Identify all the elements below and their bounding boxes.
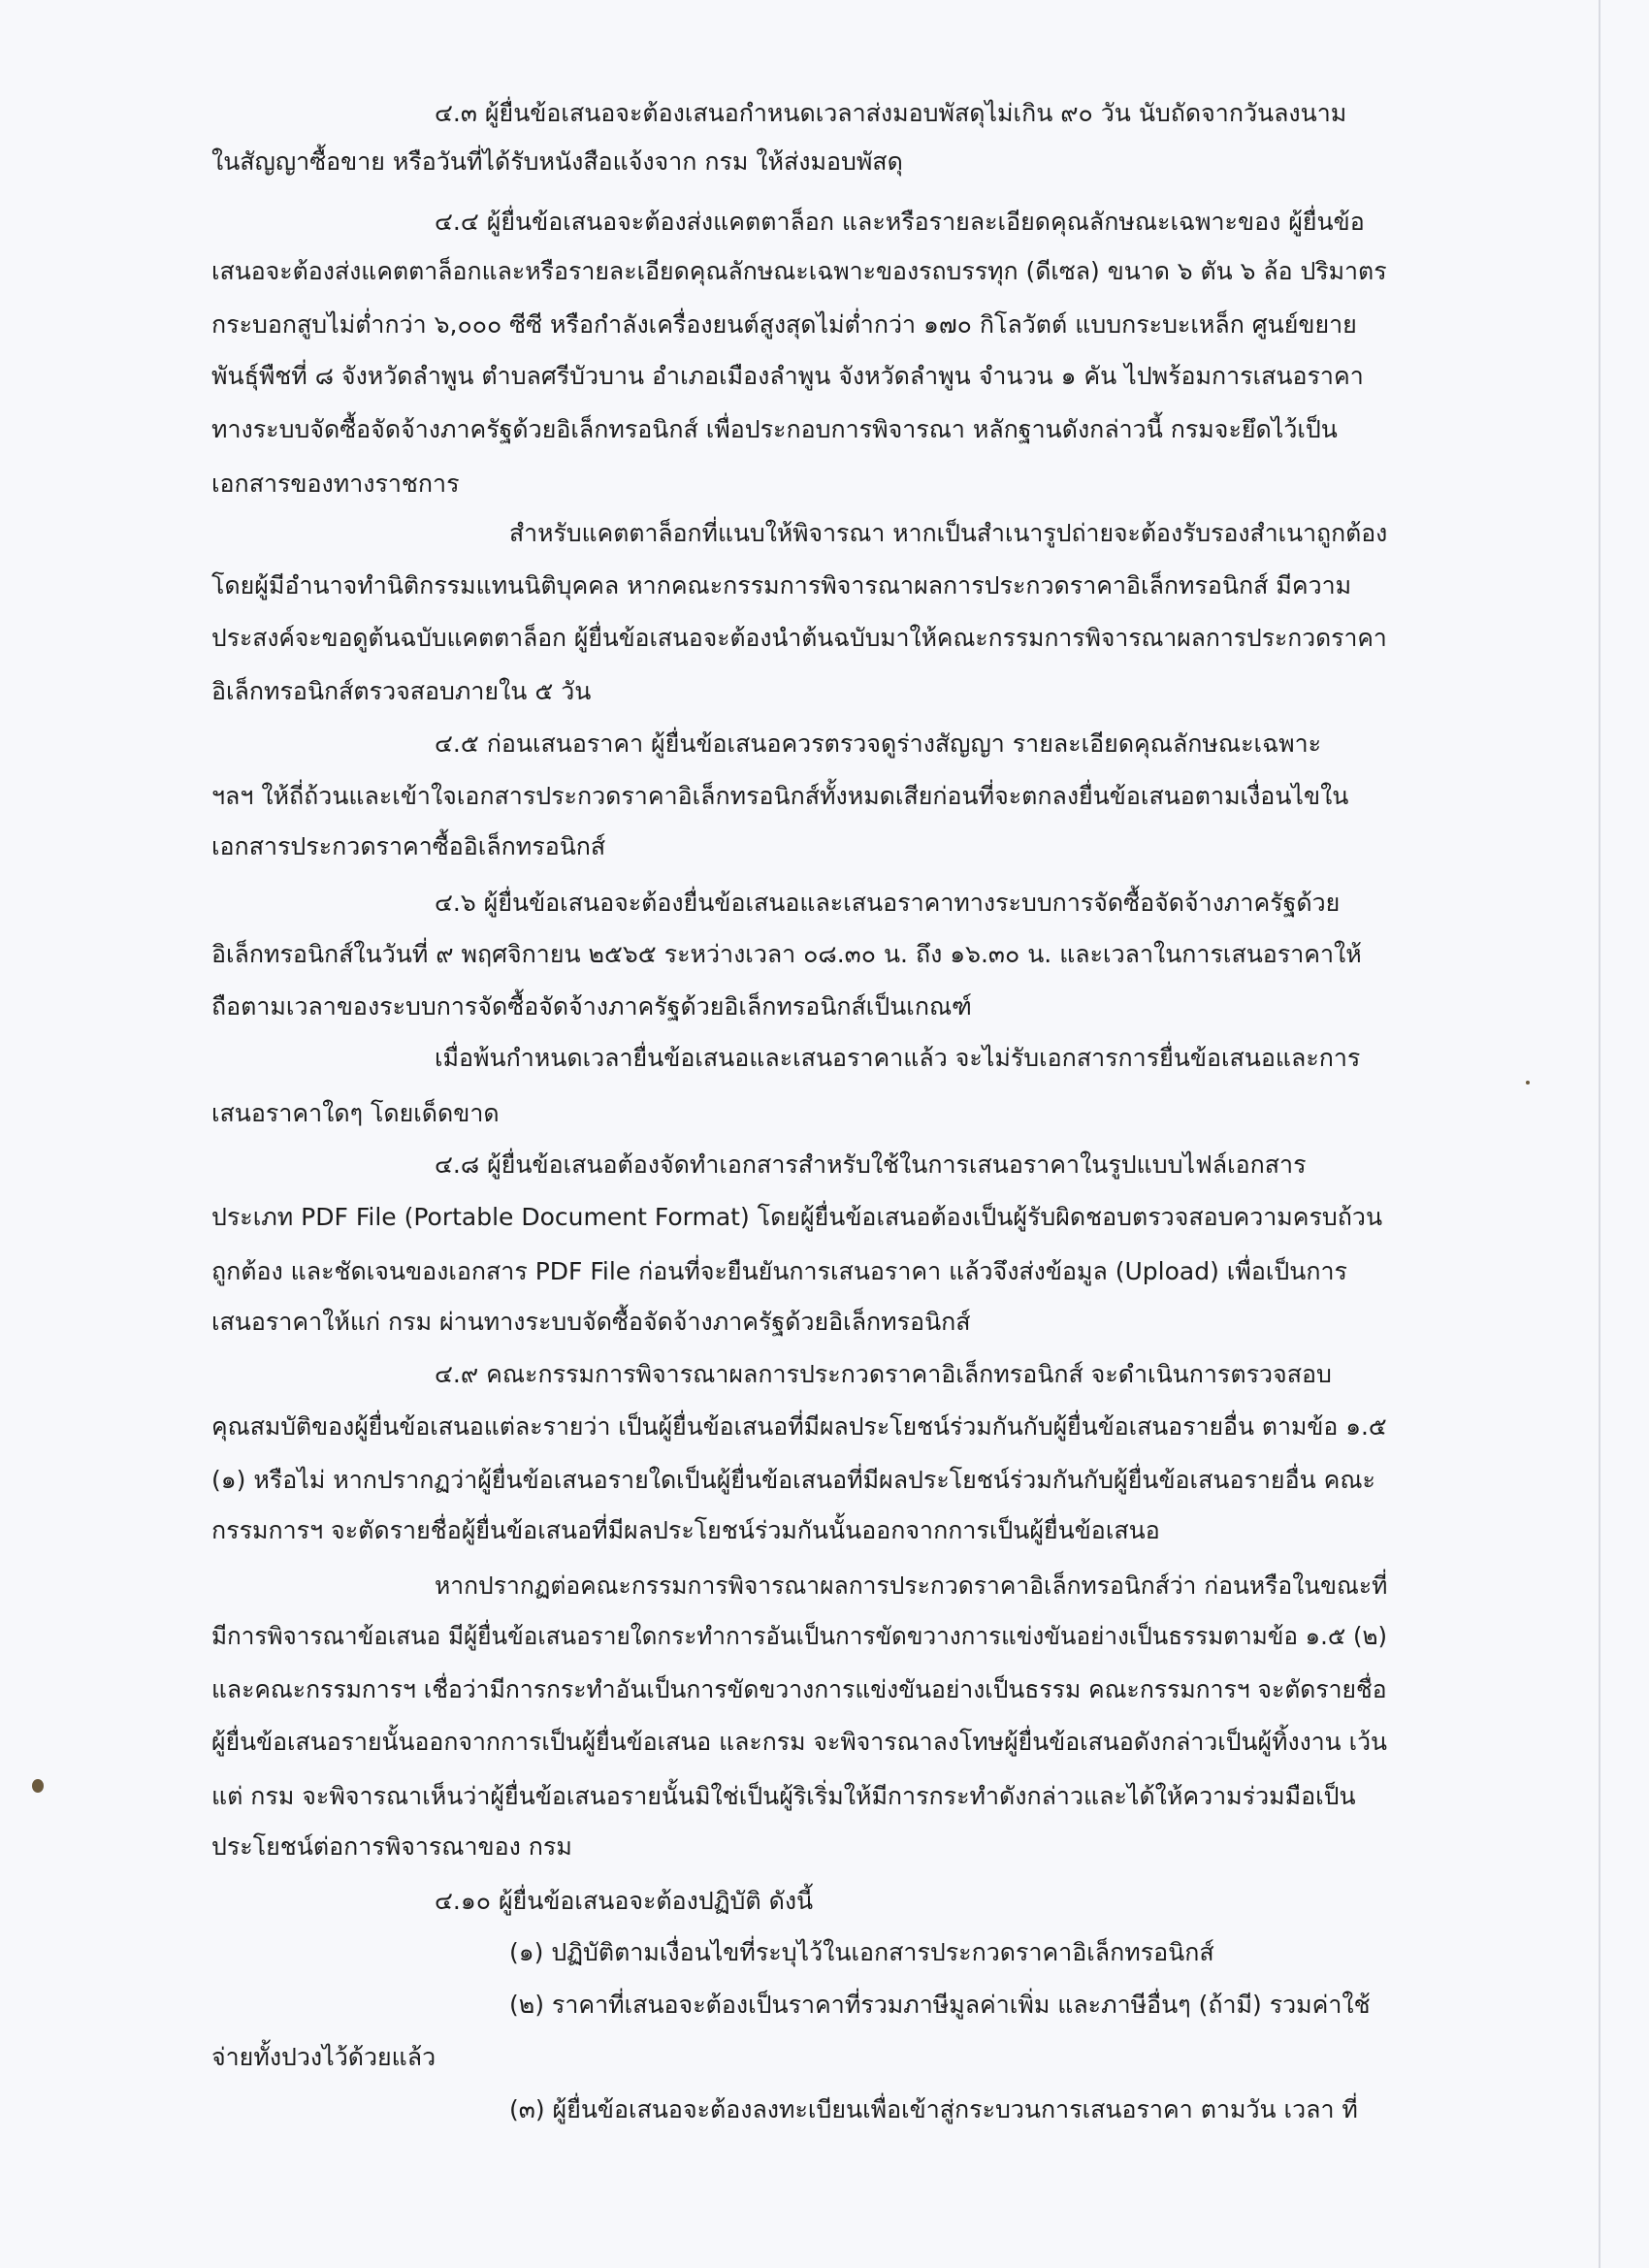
text-line: เสนอราคาให้แก่ กรม ผ่านทางระบบจัดซื้อจัดจ้างภาครัฐด้วยอิเล็กทรอนิกส์ bbox=[211, 1308, 971, 1336]
text-line: สำหรับแคตตาล็อกที่แนบให้พิจารณา หากเป็นสำเนารูปถ่ายจะต้องรับรองสำเนาถูกต้อง bbox=[509, 519, 1388, 547]
text-line: เมื่อพ้นกำหนดเวลายื่นข้อเสนอและเสนอราคาแล้ว จะไม่รับเอกสารการยื่นข้อเสนอและการ bbox=[435, 1044, 1361, 1072]
text-line: (๑) หรือไม่ หากปรากฏว่าผู้ยื่นข้อเสนอรายใดเป็นผู้ยื่นข้อเสนอที่มีผลประโยชน์ร่วมกันกับผู้ยื่นข้อเสนอรายอื่น คณะ bbox=[211, 1466, 1375, 1494]
text-line: เสนอจะต้องส่งแคตตาล็อกและหรือรายละเอียดคุณลักษณะเฉพาะของรถบรรทุก (ดีเซล) ขนาด ๖ ตัน ๖ ล้อ ปริมาตร bbox=[211, 257, 1387, 285]
text-line: ประโยชน์ต่อการพิจารณาของ กรม bbox=[211, 1832, 572, 1861]
text-line: ประเภท PDF File (Portable Document Format) โดยผู้ยื่นข้อเสนอต้องเป็นผู้รับผิดชอบตรวจสอบความครบถ้วน bbox=[211, 1203, 1383, 1231]
text-line: ทางระบบจัดซื้อจัดจ้างภาครัฐด้วยอิเล็กทรอนิกส์ เพื่อประกอบการพิจารณา หลักฐานดังกล่าวนี้ กรมจะยึดไว้เป็น bbox=[211, 415, 1338, 443]
text-line: ในสัญญาซื้อขาย หรือวันที่ได้รับหนังสือแจ้งจาก กรม ให้ส่งมอบพัสดุ bbox=[211, 147, 903, 176]
text-line: คุณสมบัติของผู้ยื่นข้อเสนอแต่ละรายว่า เป็นผู้ยื่นข้อเสนอที่มีผลประโยชน์ร่วมกันกับผู้ยื่นข้อเสนอรายอื่น ตามข้อ ๑.๕ bbox=[211, 1412, 1387, 1441]
text-line: เอกสารของทางราชการ bbox=[211, 470, 460, 498]
text-line: ประสงค์จะขอดูต้นฉบับแคตตาล็อก ผู้ยื่นข้อเสนอจะต้องนำต้นฉบับมาให้คณะกรรมการพิจารณาผลการประกวดราคา bbox=[211, 624, 1387, 652]
text-line: (๑) ปฏิบัติตามเงื่อนไขที่ระบุไว้ในเอกสารประกวดราคาอิเล็กทรอนิกส์ bbox=[509, 1938, 1214, 1966]
text-line: ๔.๙ คณะกรรมการพิจารณาผลการประกวดราคาอิเล็กทรอนิกส์ จะดำเนินการตรวจสอบ bbox=[435, 1360, 1332, 1388]
text-line: ผู้ยื่นข้อเสนอรายนั้นออกจากการเป็นผู้ยื่นข้อเสนอ และกรม จะพิจารณาลงโทษผู้ยื่นข้อเสนอดังกล่าวเป็นผู้ทิ้งงาน เว้น bbox=[211, 1728, 1388, 1756]
text-line: จ่ายทั้งปวงไว้ด้วยแล้ว bbox=[211, 2043, 436, 2071]
scan-speck bbox=[1526, 1081, 1530, 1085]
text-line: ๔.๓ ผู้ยื่นข้อเสนอจะต้องเสนอกำหนดเวลาส่งมอบพัสดุไม่เกิน ๙๐ วัน นับถัดจากวันลงนาม bbox=[435, 99, 1347, 127]
text-line: เสนอราคาใดๆ โดยเด็ดขาด bbox=[211, 1099, 500, 1127]
text-line: กรรมการฯ จะตัดรายชื่อผู้ยื่นข้อเสนอที่มีผลประโยชน์ร่วมกันนั้นออกจากการเป็นผู้ยื่นข้อเสนอ bbox=[211, 1516, 1160, 1544]
text-line: ฯลฯ ให้ถี่ถ้วนและเข้าใจเอกสารประกวดราคาอิเล็กทรอนิกส์ทั้งหมดเสียก่อนที่จะตกลงยื่นข้อเสนอตามเงื่อนไขใน bbox=[211, 782, 1349, 810]
text-line: (๒) ราคาที่เสนอจะต้องเป็นราคาที่รวมภาษีมูลค่าเพิ่ม และภาษีอื่นๆ (ถ้ามี) รวมค่าใช้ bbox=[509, 1991, 1371, 2019]
text-line: มีการพิจารณาข้อเสนอ มีผู้ยื่นข้อเสนอรายใดกระทำการอันเป็นการขัดขวางการแข่งขันอย่างเป็นธรรมตามข้อ ๑.๕ (๒) bbox=[211, 1622, 1387, 1650]
text-line: โดยผู้มีอำนาจทำนิติกรรมแทนนิติบุคคล หากคณะกรรมการพิจารณาผลการประกวดราคาอิเล็กทรอนิกส์ มีความ bbox=[211, 571, 1352, 599]
text-line: อิเล็กทรอนิกส์ตรวจสอบภายใน ๕ วัน bbox=[211, 677, 592, 705]
text-line: กระบอกสูบไม่ต่ำกว่า ๖,๐๐๐ ซีซี หรือกำลังเครื่องยนต์สูงสุดไม่ต่ำกว่า ๑๗๐ กิโลวัตต์ แบบกระบะเหล็ก ศูนย์ขยาย bbox=[211, 310, 1357, 339]
text-line: อิเล็กทรอนิกส์ในวันที่ ๙ พฤศจิกายน ๒๕๖๕ ระหว่างเวลา ๐๘.๓๐ น. ถึง ๑๖.๓๐ น. และเวลาในการเสนอราคาให้ bbox=[211, 940, 1362, 968]
text-line: หากปรากฏต่อคณะกรรมการพิจารณาผลการประกวดราคาอิเล็กทรอนิกส์ว่า ก่อนหรือในขณะที่ bbox=[435, 1571, 1388, 1600]
text-line: ๔.๖ ผู้ยื่นข้อเสนอจะต้องยื่นข้อเสนอและเสนอราคาทางระบบการจัดซื้อจัดจ้างภาครัฐด้วย bbox=[435, 889, 1341, 917]
text-line: เอกสารประกวดราคาซื้ออิเล็กทรอนิกส์ bbox=[211, 832, 606, 860]
text-line: และคณะกรรมการฯ เชื่อว่ามีการกระทำอันเป็นการขัดขวางการแข่งขันอย่างเป็นธรรม คณะกรรมการฯ จะตัดรายชื่อ bbox=[211, 1675, 1387, 1703]
text-line: ๔.๕ ก่อนเสนอราคา ผู้ยื่นข้อเสนอควรตรวจดูร่างสัญญา รายละเอียดคุณลักษณะเฉพาะ bbox=[435, 729, 1322, 758]
text-line: ๔.๔ ผู้ยื่นข้อเสนอจะต้องส่งแคตตาล็อก และหรือรายละเอียดคุณลักษณะเฉพาะของ ผู้ยื่นข้อ bbox=[435, 208, 1365, 236]
text-line: (๓) ผู้ยื่นข้อเสนอจะต้องลงทะเบียนเพื่อเข้าสู่กระบวนการเสนอราคา ตามวัน เวลา ที่ bbox=[509, 2095, 1358, 2123]
text-line: ๔.๑๐ ผู้ยื่นข้อเสนอจะต้องปฏิบัติ ดังนี้ bbox=[435, 1887, 814, 1915]
text-line: ถือตามเวลาของระบบการจัดซื้อจัดจ้างภาครัฐด้วยอิเล็กทรอนิกส์เป็นเกณฑ์ bbox=[211, 992, 972, 1021]
page-edge bbox=[1599, 0, 1600, 2268]
text-line: ๔.๘ ผู้ยื่นข้อเสนอต้องจัดทำเอกสารสำหรับใช้ในการเสนอราคาในรูปแบบไฟล์เอกสาร bbox=[435, 1150, 1307, 1179]
text-line: แต่ กรม จะพิจารณาเห็นว่าผู้ยื่นข้อเสนอรายนั้นมิใช่เป็นผู้ริเริ่มให้มีการกระทำดังกล่าวและได้ให้ความร่วมมือเป็น bbox=[211, 1782, 1356, 1810]
text-line: ถูกต้อง และชัดเจนของเอกสาร PDF File ก่อนที่จะยืนยันการเสนอราคา แล้วจึงส่งข้อมูล (Upload) เพื่อเป็นการ bbox=[211, 1257, 1347, 1285]
scan-speck bbox=[32, 1779, 44, 1793]
text-line: พันธุ์พืชที่ ๘ จังหวัดลำพูน ตำบลศรีบัวบาน อำเภอเมืองลำพูน จังหวัดลำพูน จำนวน ๑ คัน ไปพร้อมการเสนอราคา bbox=[211, 362, 1364, 390]
